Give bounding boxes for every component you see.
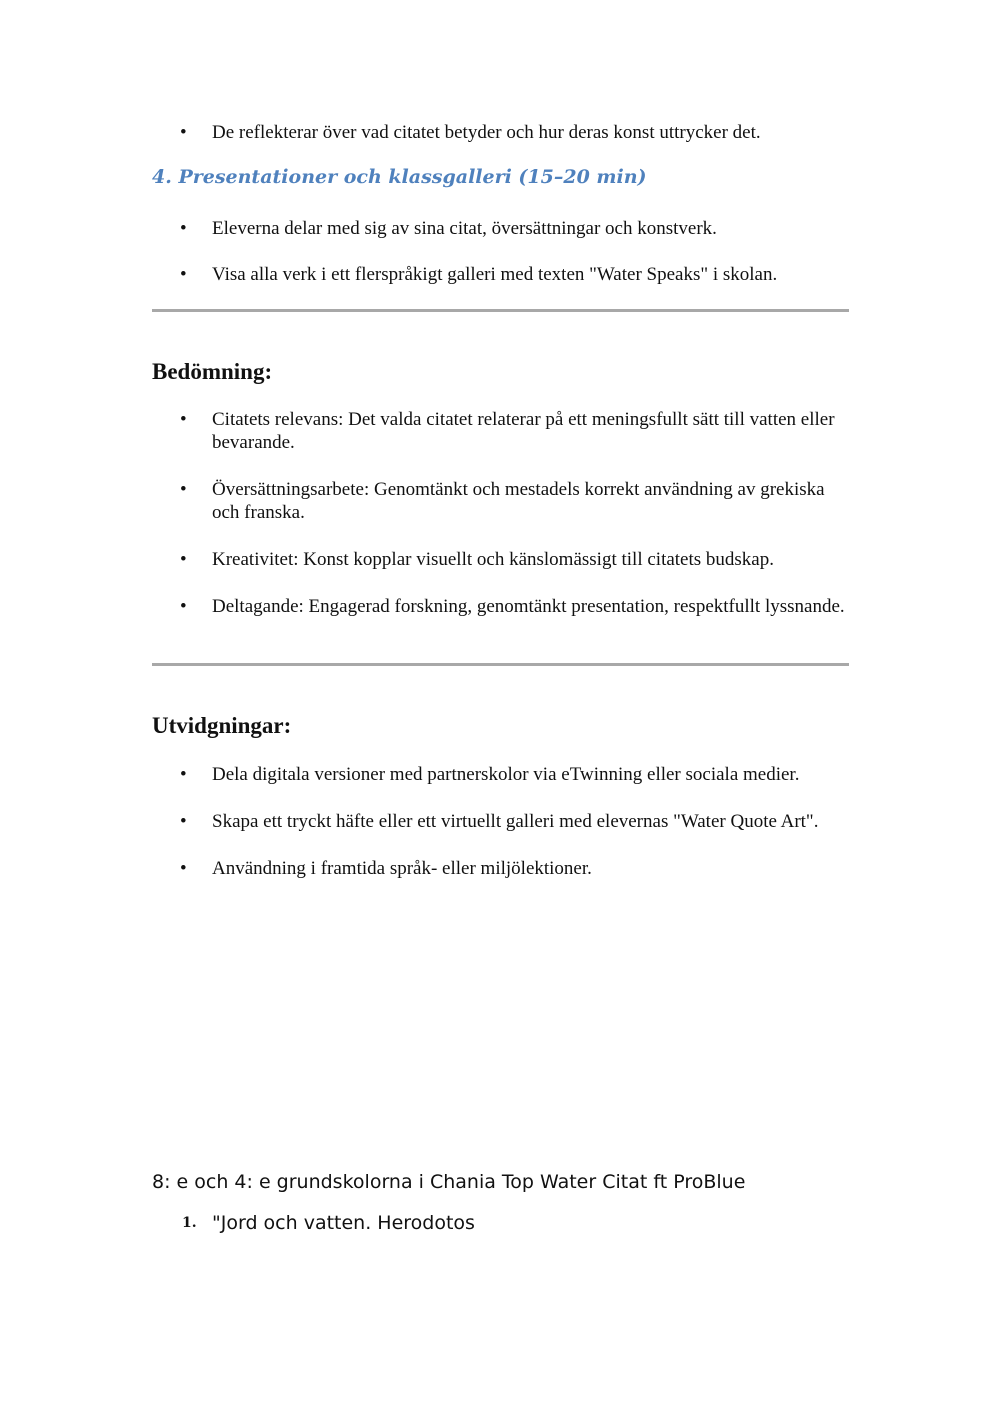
bullet-icon: • [180, 549, 187, 570]
list-item [152, 810, 852, 833]
list-item [152, 478, 852, 524]
list-number: 1. [182, 1215, 197, 1231]
list-item-text: Citatets relevans: Det valda citatet relaterar på ett meningsfullt sätt till vatten eller bevarande. [212, 409, 835, 453]
list-item [152, 548, 852, 571]
list-item-text: De reflekterar över vad citatet betyder och hur deras konst uttrycker det. [212, 122, 761, 143]
list-item-text: Eleverna delar med sig av sina citat, översättningar och konstverk. [212, 218, 717, 239]
intro-bullet-list [152, 121, 852, 144]
list-item-text: Användning i framtida språk- eller miljölektioner. [212, 858, 592, 879]
list-item-text: Visa alla verk i ett flerspråkigt galleri med texten "Water Speaks" i skolan. [212, 264, 778, 285]
bullet-icon: • [180, 122, 187, 143]
bullet-icon: • [180, 858, 187, 879]
section-divider [152, 309, 849, 312]
assessment-bullet-list [152, 408, 852, 618]
list-item [152, 857, 852, 880]
bullet-icon: • [180, 811, 187, 832]
extensions-bullet-list [152, 763, 852, 880]
list-item-text: "Jord och vatten. Herodotos [212, 1212, 475, 1234]
bullet-icon: • [180, 218, 187, 239]
bullet-icon: • [180, 596, 187, 617]
section-divider [152, 663, 849, 666]
list-item-text: Översättningsarbete: Genomtänkt och mestadels korrekt användning av grekiska och franska. [212, 479, 825, 523]
bullet-icon: • [180, 479, 187, 500]
bullet-icon: • [180, 409, 187, 430]
quotes-title: 8: e och 4: e grundskolorna i Chania Top Water Citat ft ProBlue [152, 1171, 746, 1193]
list-item-text: Dela digitala versioner med partnerskolor via eTwinning eller sociala medier. [212, 764, 800, 785]
list-item-text: Skapa ett tryckt häfte eller ett virtuellt galleri med elevernas "Water Quote Art". [212, 811, 819, 832]
list-item-text: Kreativitet: Konst kopplar visuellt och känslomässigt till citatets budskap. [212, 549, 774, 570]
list-item [152, 263, 852, 286]
list-item [152, 217, 852, 240]
list-item-text: Deltagande: Engagerad forskning, genomtänkt presentation, respektfullt lyssnande. [212, 596, 845, 617]
list-item [152, 595, 852, 618]
list-item [152, 121, 852, 144]
bullet-icon: • [180, 264, 187, 285]
section-4-bullet-list [152, 217, 852, 286]
list-item [152, 408, 852, 454]
section-4-heading: 4. Presentationer och klassgalleri (15–20 min) [152, 166, 647, 188]
bullet-icon: • [180, 764, 187, 785]
list-item [152, 763, 852, 786]
assessment-heading: Bedömning: [152, 359, 273, 384]
extensions-heading: Utvidgningar: [152, 713, 292, 738]
